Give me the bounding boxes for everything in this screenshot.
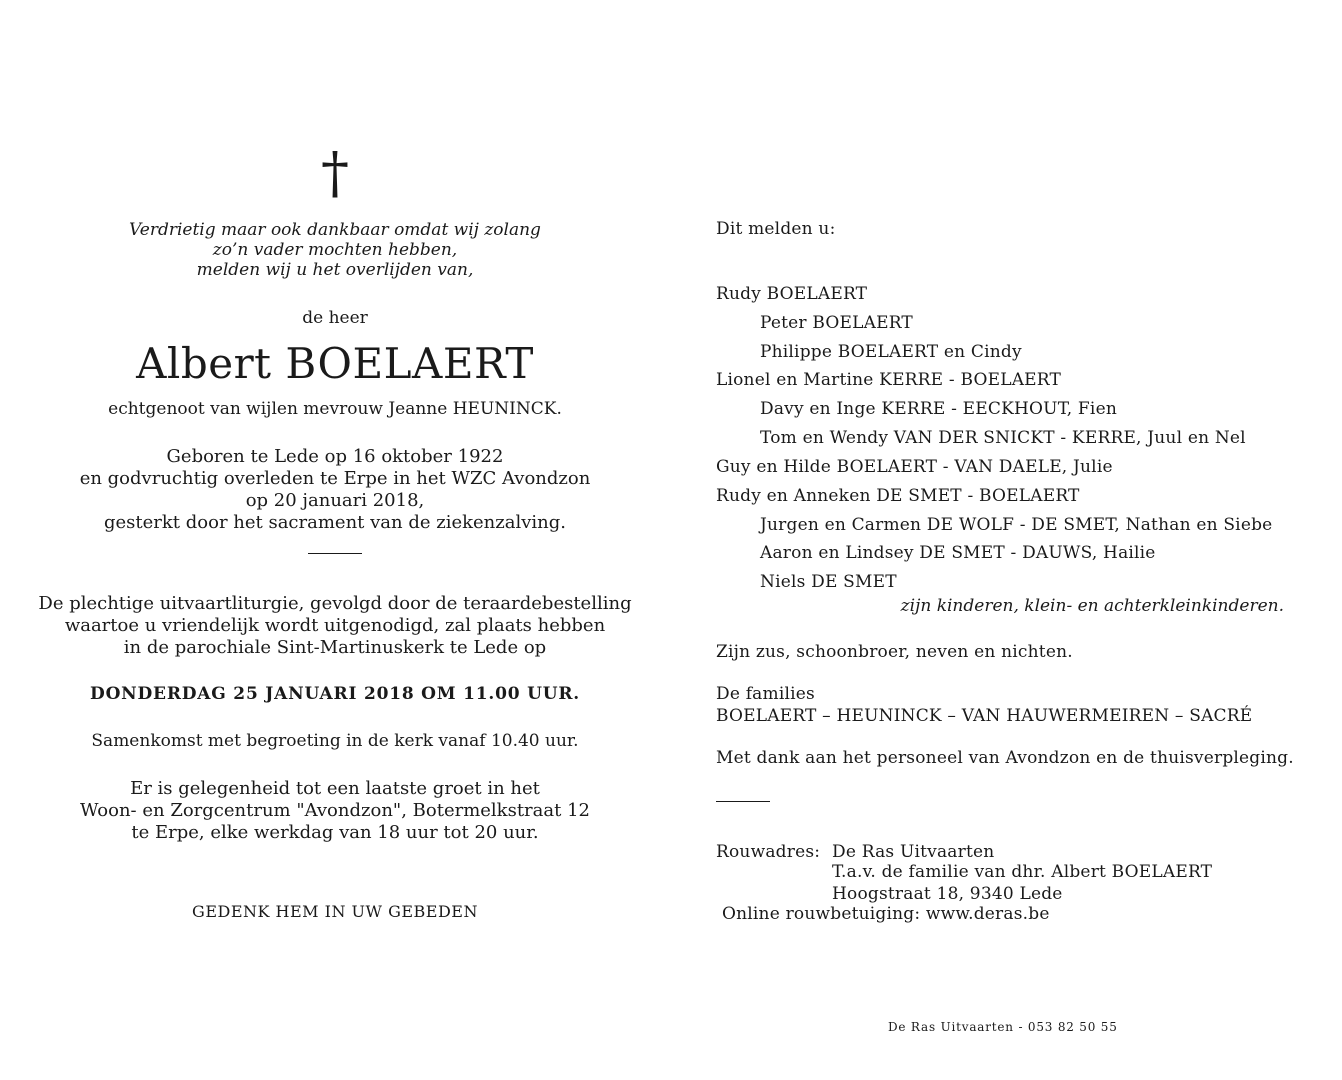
family-closing: zijn kinderen, klein- en achterkleinkinderen. [900, 596, 1284, 616]
address-line: Hoogstraat 18, 9340 Lede [832, 884, 1063, 904]
family-member: Rudy BOELAERT [716, 284, 868, 304]
greeting-text [80, 778, 590, 844]
address-line: De Ras Uitvaarten [832, 842, 995, 862]
family-member: Rudy en Anneken DE SMET - BOELAERT [716, 486, 1080, 506]
family-member: Philippe BOELAERT en Cindy [760, 342, 1022, 362]
greeting-line: te Erpe, elke werkdag van 18 uur tot 20 uur. [131, 822, 539, 843]
family-member: Davy en Inge KERRE - EECKHOUT, Fien [760, 399, 1117, 419]
thanks-line: Met dank aan het personeel van Avondzon en de thuisverpleging. [716, 748, 1294, 768]
detail-line: op 20 januari 2018, [245, 490, 425, 511]
family-member: Tom en Wendy VAN DER SNICKT - KERRE, Juul en Nel [760, 428, 1246, 448]
detail-line: Geboren te Lede op 16 oktober 1922 [166, 446, 504, 467]
family-member: Aaron en Lindsey DE SMET - DAUWS, Hailie [760, 543, 1156, 563]
footer-note: De Ras Uitvaarten - 053 82 50 55 [888, 1020, 1118, 1034]
detail-line: en godvruchtig overleden te Erpe in het WZC Avondzon [79, 468, 591, 489]
relatives-line: Zijn zus, schoonbroer, neven en nichten. [716, 642, 1073, 662]
intro-line: melden wij u het overlijden van, [196, 260, 474, 280]
family-member: Niels DE SMET [760, 572, 897, 592]
birth-death-details [80, 446, 591, 534]
spouse-line: echtgenoot van wijlen mevrouw Jeanne HEUNINCK. [108, 399, 562, 419]
section-divider [308, 553, 362, 554]
intro-text [129, 220, 541, 280]
liturgy-line: in de parochiale Sint-Martinuskerk te Lede op [123, 637, 547, 658]
online-condolence: Online rouwbetuiging: www.deras.be [722, 904, 1050, 924]
address-label: Rouwadres: [716, 842, 821, 862]
section-divider [716, 801, 770, 802]
service-date: DONDERDAG 25 JANUARI 2018 OM 11.00 UUR. [90, 684, 580, 704]
family-member: Lionel en Martine KERRE - BOELAERT [716, 370, 1062, 390]
liturgy-line: De plechtige uitvaartliturgie, gevolgd door de teraardebestelling [38, 593, 632, 614]
family-member: Guy en Hilde BOELAERT - VAN DAELE, Julie [716, 457, 1113, 477]
families-label: De families [716, 684, 815, 704]
intro-line: zo’n vader mochten hebben, [212, 240, 458, 260]
families-names: BOELAERT – HEUNINCK – VAN HAUWERMEIREN – SACRÉ [716, 706, 1253, 726]
liturgy-line: waartoe u vriendelijk wordt uitgenodigd, zal plaats hebben [64, 615, 606, 636]
family-member: Peter BOELAERT [760, 313, 913, 333]
greeting-line: Er is gelegenheid tot een laatste groet in het [130, 778, 540, 799]
family-member: Jurgen en Carmen DE WOLF - DE SMET, Nathan en Siebe [760, 515, 1273, 535]
intro-line: Verdrietig maar ook dankbaar omdat wij zolang [129, 220, 541, 240]
liturgy-text [38, 593, 631, 659]
detail-line: gesterkt door het sacrament van de ziekenzalving. [103, 512, 567, 533]
deceased-name: Albert BOELAERT [136, 339, 534, 388]
announce-line: Dit melden u: [716, 219, 836, 239]
cross-icon: † [321, 141, 349, 206]
meeting-note: Samenkomst met begroeting in de kerk vanaf 10.40 uur. [91, 731, 579, 751]
prayer-line: GEDENK HEM IN UW GEBEDEN [192, 902, 478, 921]
address-line: T.a.v. de familie van dhr. Albert BOELAERT [832, 862, 1213, 882]
greeting-line: Woon- en Zorgcentrum "Avondzon", Botermelkstraat 12 [80, 800, 590, 821]
honorific: de heer [302, 308, 368, 328]
